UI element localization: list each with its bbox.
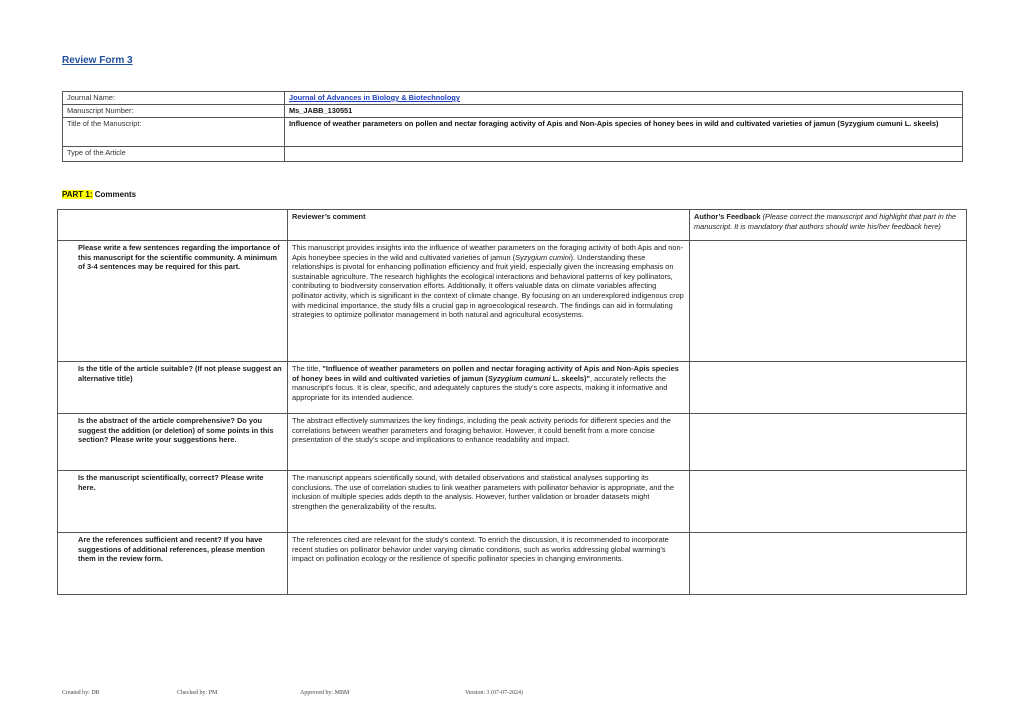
comment-row-abstract <box>58 414 967 471</box>
part-title: Comments <box>92 190 137 199</box>
footer-version: Version: 3 (07-07-2024) <box>465 690 523 696</box>
reviewer-comment-header: Reviewer’s comment <box>288 210 690 241</box>
question-text: Is the title of the article suitable? (If not please suggest an alternative title) <box>58 362 288 414</box>
author-feedback-title: Author’s Feedback <box>694 212 761 221</box>
reviewer-comment: The abstract effectively summarizes the key findings, including the peak activity periods for different species and the correlations between weather parameters and foraging behavior. However, it could benefit from a more concise presentation of the study's scope and implications to enhance readability and impact. <box>288 414 690 471</box>
reviewer-comment <box>288 362 690 414</box>
manuscript-number-value: Ms_JABB_130551 <box>285 104 963 117</box>
comments-header-row <box>58 210 967 241</box>
article-type-row <box>63 146 963 161</box>
footer-checked-by: Checked by: PM <box>177 690 218 696</box>
comment-text: ). Understanding these relationships is pivotal for enhancing pollination efficiency and fruit yield, especially given the increasing emphasis on sustainable agriculture. The research highlights the ecological interactions and behavioral patterns of key pollinators, contributing to biodiversity conservation efforts. Additionally, it offers valuable data on climate variables affecting pollinator activity, which is significant in the context of climate change. By focusing on an underexplored indigenous crop with medicinal importance, the study fills a crucial gap in agroecological research. The findings can aid in formulating strategies to optimize pollinator management in both natural and agricultural ecosystems. <box>292 252 684 320</box>
part-label: PART 1: <box>62 190 93 199</box>
comment-text-bold: "Influence of weather parameters on pollen and nectar foraging activity of Apis and Non-Apis species of honey bees in wild and cultivated varieties of jamun ( <box>292 364 679 383</box>
footer-created-by: Created by: DR <box>62 690 100 696</box>
comment-row-references <box>58 533 967 595</box>
journal-label: Journal Name: <box>63 92 285 105</box>
author-feedback-cell[interactable] <box>690 533 967 595</box>
comment-row-scientific <box>58 471 967 533</box>
part-heading <box>62 190 136 199</box>
reviewer-comment: The manuscript appears scientifically sound, with detailed observations and statistical analyses supporting its conclusions. The use of correlation studies to link weather parameters with pollinator behavior is appropriate, and the inclusion of multiple species adds depth to the analysis. However, further validation or broader datasets might strengthen the generalizability of the results. <box>288 471 690 533</box>
author-feedback-cell[interactable] <box>690 362 967 414</box>
question-text: Please write a few sentences regarding the importance of this manuscript for the scientific community. A minimum of 3-4 sentences may be required for this part. <box>58 241 288 362</box>
comment-text: This manuscript provides insights into the influence of weather parameters on the foraging activity of both Apis and non-Apis honeybee species in the wild and cultivated varieties of jamun ( <box>292 243 684 262</box>
manuscript-title-value: Influence of weather parameters on pollen and nectar foraging activity of Apis and Non-Apis species of honey bees in wild and cultivated varieties of jamun (Syzygium cumuni L. skeels) <box>285 117 963 146</box>
footer-approved-by: Approved by: MBM <box>300 690 350 696</box>
question-text: Are the references sufficient and recent? If you have suggestions of additional references, please mention them in the review form. <box>58 533 288 595</box>
comment-text-italic: Syzygium cumini <box>515 252 571 262</box>
question-header <box>58 210 288 241</box>
question-text: Is the manuscript scientifically, correct? Please write here. <box>58 471 288 533</box>
article-type-value[interactable] <box>285 146 963 161</box>
manuscript-title-label: Title of the Manuscript: <box>63 117 285 146</box>
author-feedback-note: (Please correct the manuscript and highlight that part in the manuscript. It is mandatory that authors should write his/her feedback here) <box>694 212 957 231</box>
author-feedback-cell[interactable] <box>690 414 967 471</box>
question-text: Is the abstract of the article comprehensive? Do you suggest the addition (or deletion) of some points in this section? Please write your suggestions here. <box>58 414 288 471</box>
reviewer-comment: The references cited are relevant for the study's context. To enrich the discussion, it is recommended to incorporate recent studies on pollinator behavior under varying climatic conditions, such as works addressing global warming's impact on pollination ecology or the resilience of specific pollinator species in changing environments. <box>288 533 690 595</box>
manuscript-number-label: Manuscript Number: <box>63 104 285 117</box>
comment-row-importance <box>58 241 967 362</box>
journal-row <box>63 92 963 105</box>
author-feedback-cell[interactable] <box>690 471 967 533</box>
reviewer-comment <box>288 241 690 362</box>
comments-table <box>57 209 967 595</box>
journal-link[interactable]: Journal of Advances in Biology & Biotechnology <box>289 93 460 102</box>
manuscript-number-row <box>63 104 963 117</box>
comment-text: , accurately reflects the manuscript's focus. It is clear, specific, and adequately captures the study's core aspects, making it informative and appropriate for its intended audience. <box>292 373 668 402</box>
comment-row-title <box>58 362 967 414</box>
comment-text-bold: L. skeels)" <box>550 373 590 383</box>
article-type-label: Type of the Article <box>63 146 285 161</box>
manuscript-info-table <box>62 91 963 162</box>
comment-text-bold-italic: Syzygium cumuni <box>487 373 551 383</box>
author-feedback-header <box>690 210 967 241</box>
manuscript-title-row <box>63 117 963 146</box>
comment-text: The title, <box>292 364 323 373</box>
author-feedback-cell[interactable] <box>690 241 967 362</box>
form-title: Review Form 3 <box>62 55 133 66</box>
